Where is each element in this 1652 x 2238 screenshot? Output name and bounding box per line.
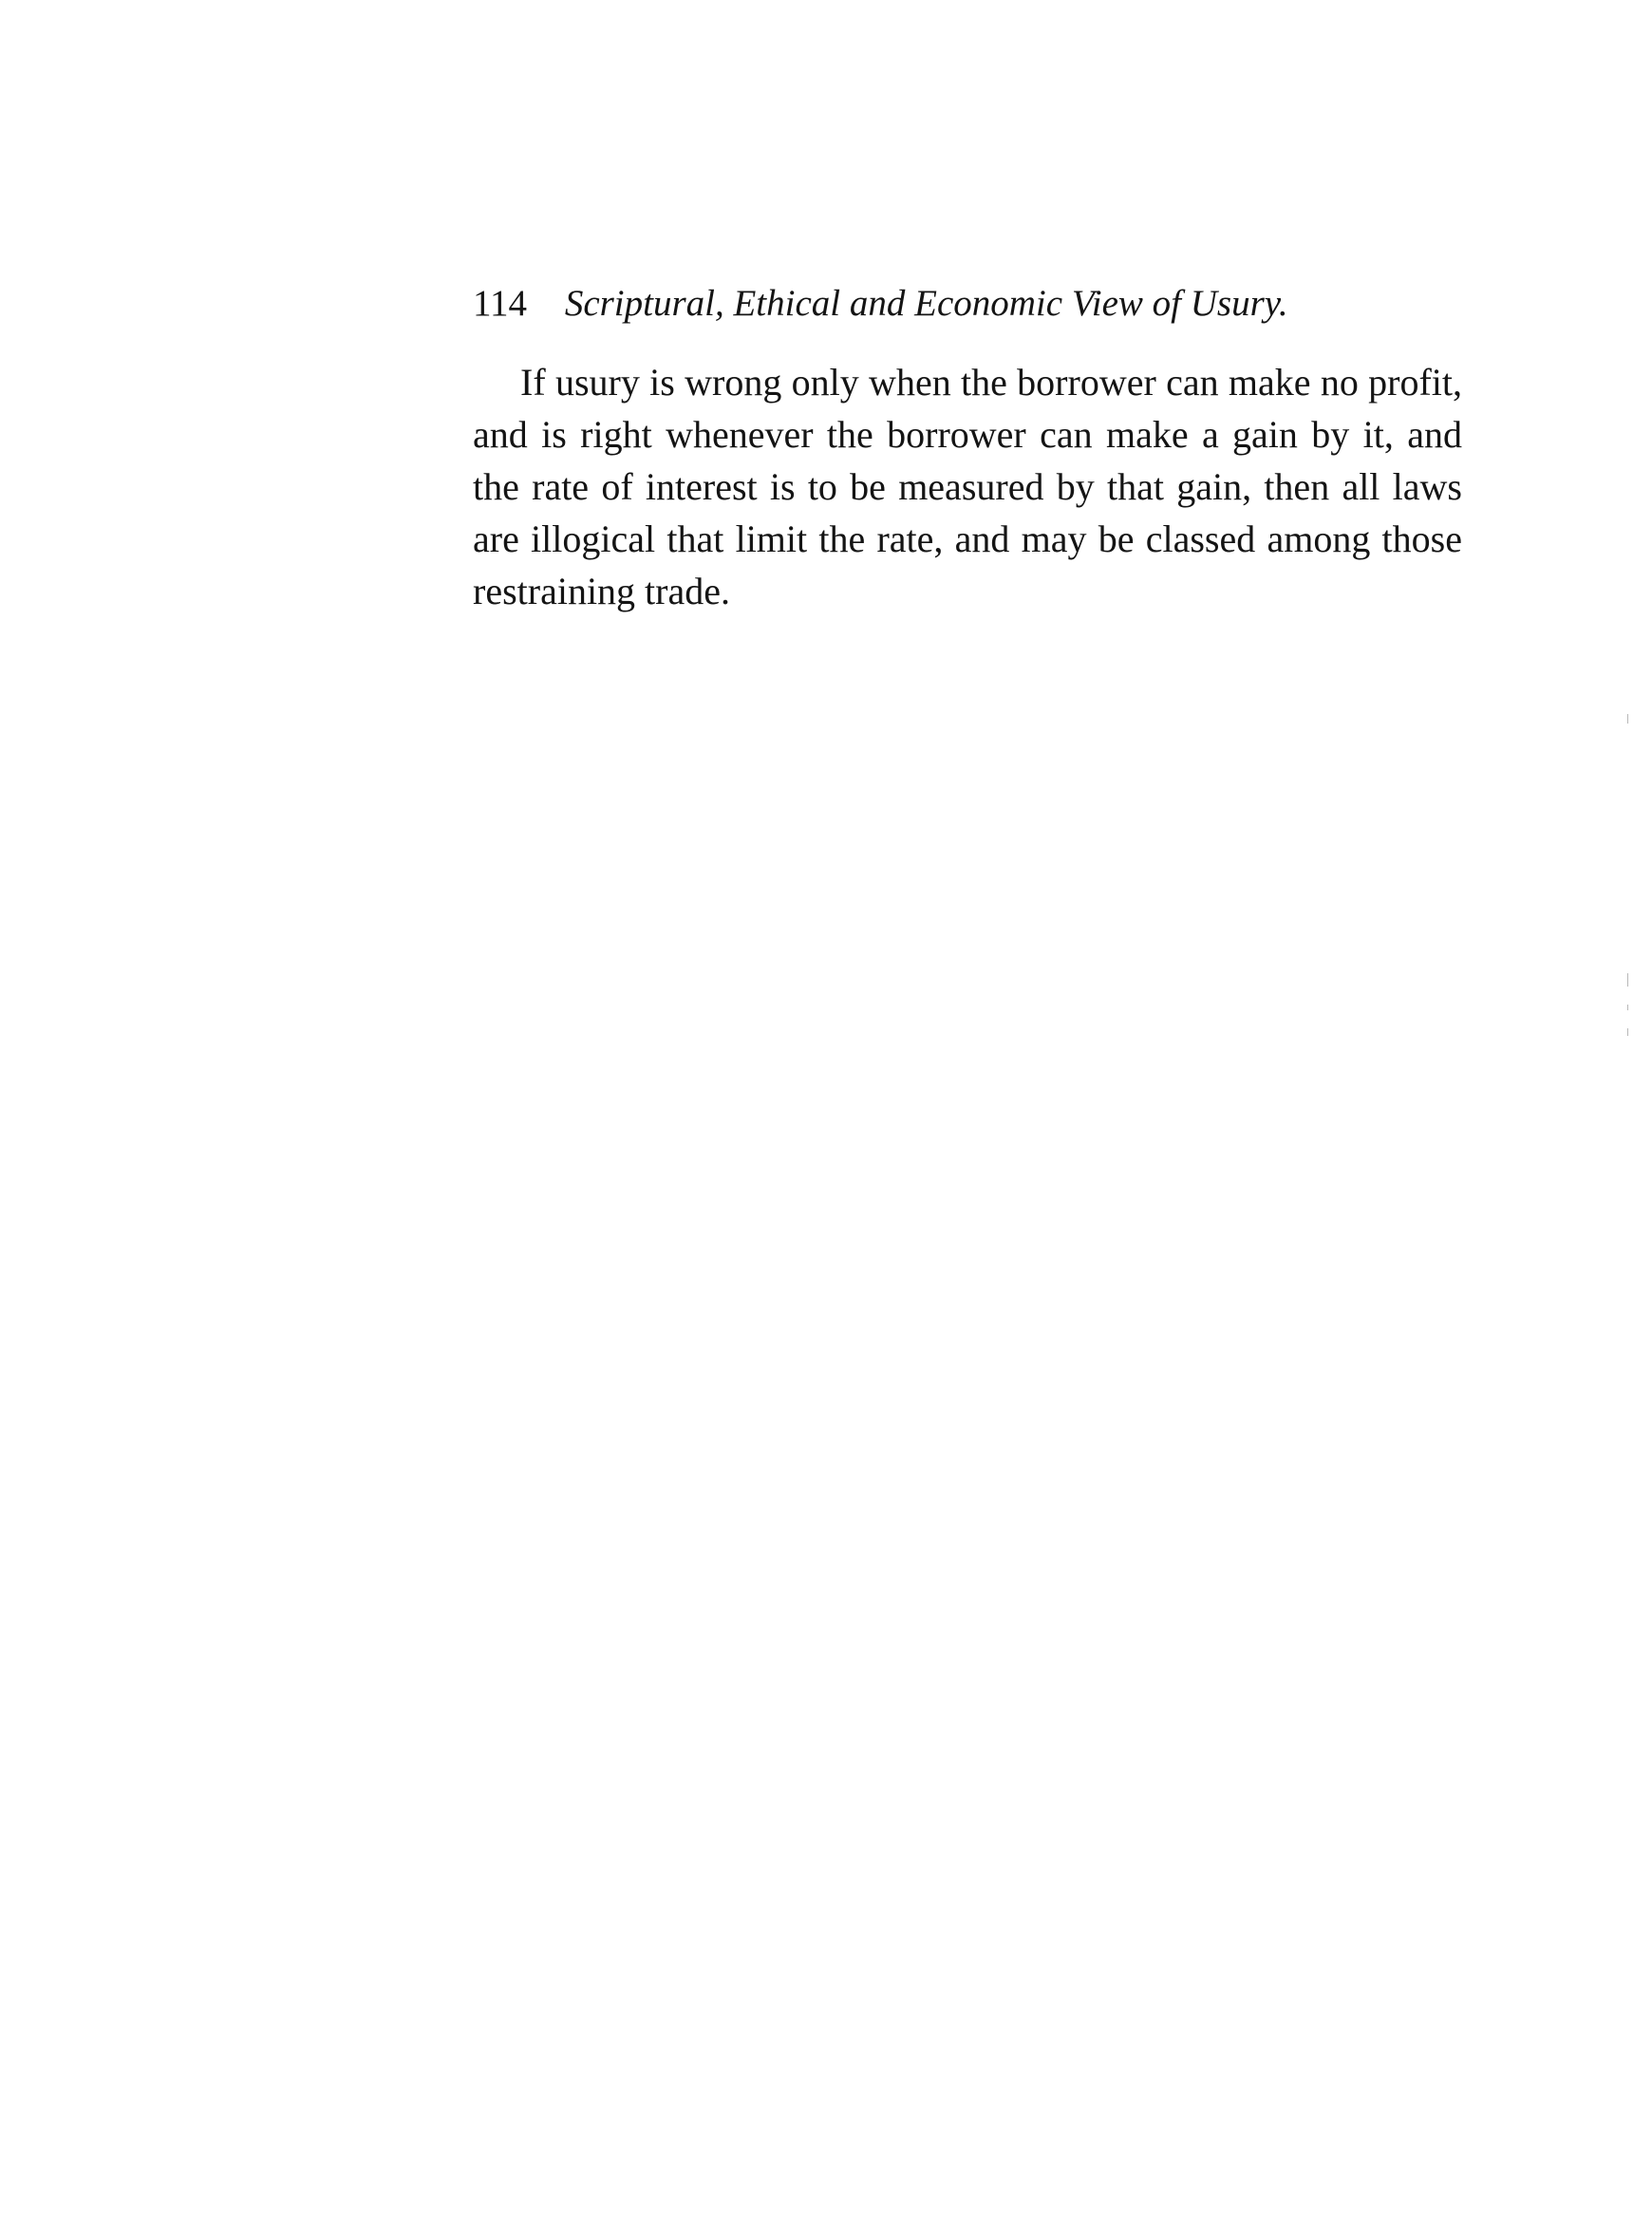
running-head	[473, 275, 1479, 332]
scan-artifact-mark	[1627, 973, 1628, 987]
scan-artifact-mark	[1627, 1005, 1628, 1010]
running-title: Scriptural, Ethical and Economic View of Usury.	[564, 283, 1288, 324]
scan-artifact-mark	[1627, 1028, 1628, 1036]
scan-artifact-mark	[1627, 714, 1628, 724]
body-paragraph: If usury is wrong only when the borrower can make no profit, and is right whenever the borrower can make a gain by it, and the rate of interest is to be measured by that gain, then all laws are illogical that limit the rate, and may be classed among those restraining trade.	[473, 361, 1462, 612]
page-number: 114	[473, 283, 528, 324]
